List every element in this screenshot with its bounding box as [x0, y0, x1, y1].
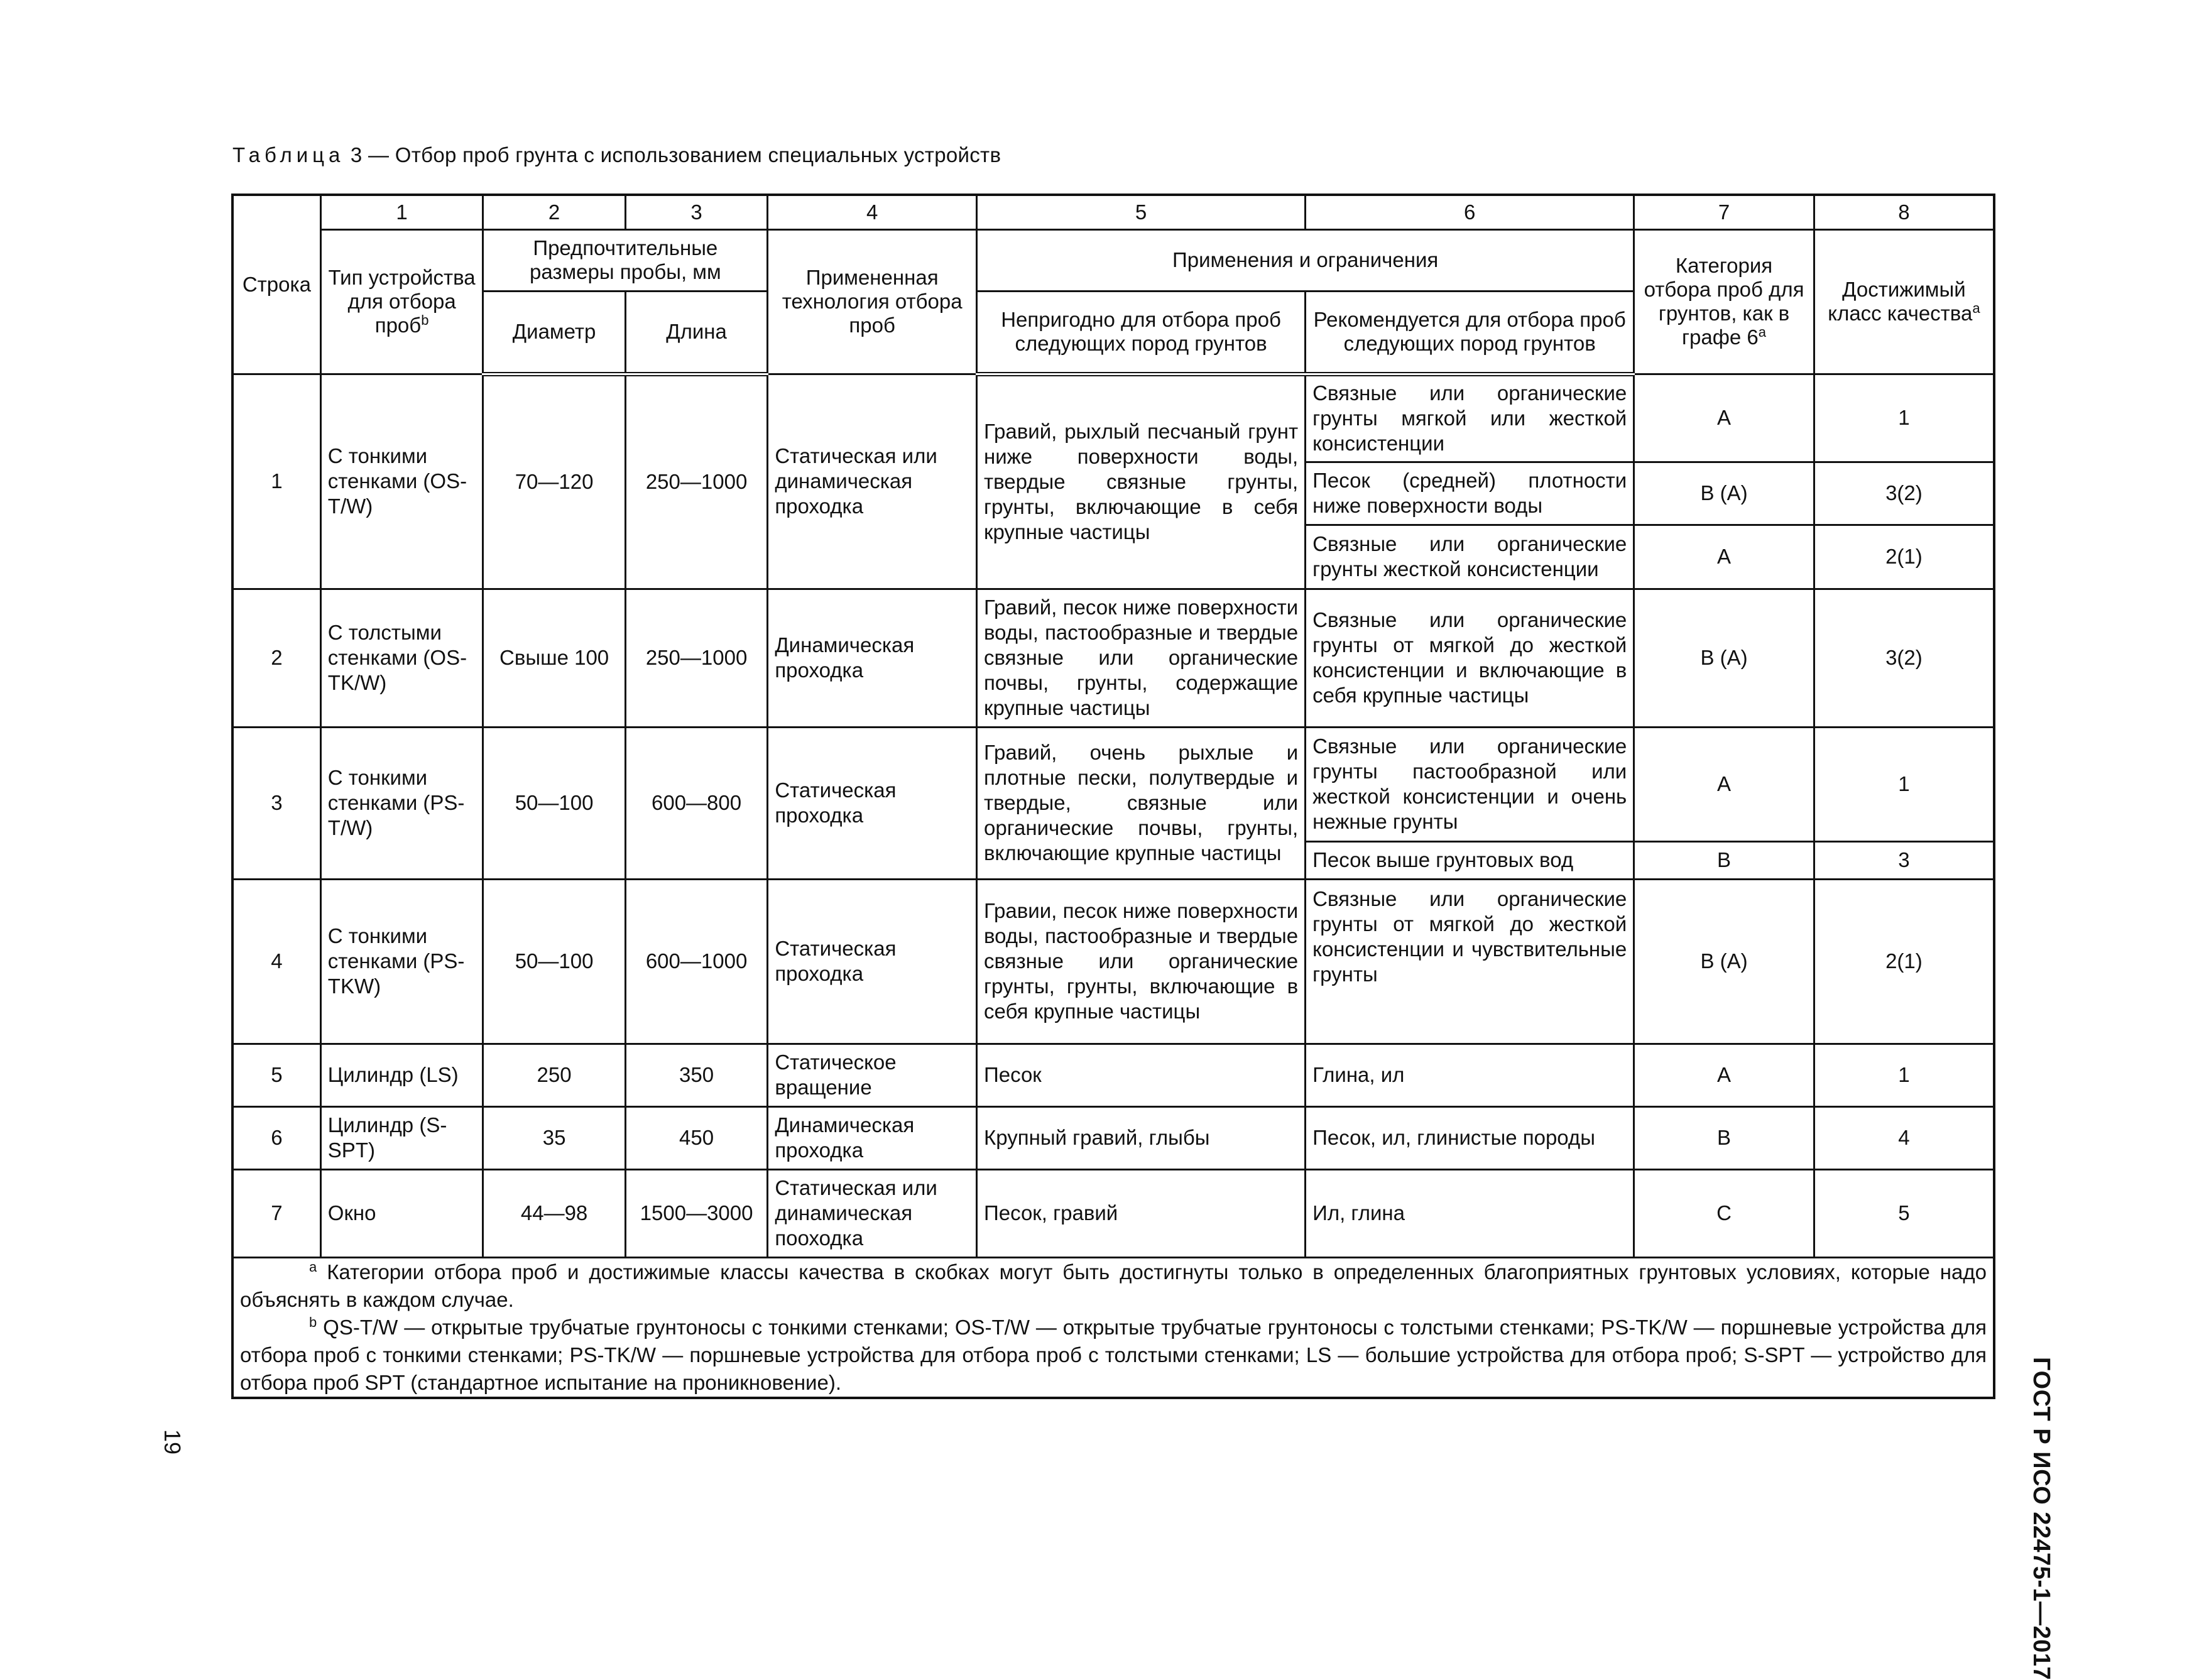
col-number: 6	[1306, 195, 1634, 229]
header-recommended: Рекомендуется для отбора проб следующих пород грунтов	[1306, 291, 1634, 374]
device-cell: Цилиндр (LS)	[320, 1044, 483, 1106]
header-category: Категория отбора проб для грунтов, как в графе 6$^a$	[1634, 229, 1814, 374]
diameter-cell: Свыше 100	[483, 589, 625, 727]
unsuitable-cell: Песок	[977, 1044, 1306, 1106]
row-number: 6	[232, 1106, 320, 1169]
column-number-row	[232, 195, 1994, 229]
col-number: 1	[320, 195, 483, 229]
caption-text: 3 — Отбор проб грунта с использованием специальных устройств	[350, 143, 1001, 166]
col-number: 8	[1814, 195, 1994, 229]
device-cell: Цилиндр (S-SPT)	[320, 1106, 483, 1169]
device-cell: Окно	[320, 1169, 483, 1257]
device-cell: С тонкими стенками (PS-TKW)	[320, 879, 483, 1044]
quality-cell: 1	[1814, 1044, 1994, 1106]
recommended-cell: Связные или органические грунты от мягкой до жесткой консистенции и чувствительные грунты	[1306, 879, 1634, 1044]
recommended-cell: Ил, глина	[1306, 1169, 1634, 1257]
table-row	[232, 589, 1994, 727]
table-row	[232, 1169, 1994, 1257]
col-number: 3	[625, 195, 767, 229]
quality-cell: 3	[1814, 841, 1994, 879]
category-cell: C	[1634, 1169, 1814, 1257]
quality-cell: 2(1)	[1814, 879, 1994, 1044]
sampling-table	[231, 194, 1995, 1399]
length-cell: 1500—3000	[625, 1169, 767, 1257]
category-cell: B (A)	[1634, 879, 1814, 1044]
row-number: 4	[232, 879, 320, 1044]
length-cell: 250—1000	[625, 589, 767, 727]
recommended-cell: Песок, ил, глинистые породы	[1306, 1106, 1634, 1169]
length-cell: 350	[625, 1044, 767, 1106]
row-number: 3	[232, 727, 320, 879]
technology-cell: Статическая проходка	[768, 879, 977, 1044]
caption-label: Таблица	[232, 143, 345, 166]
recommended-cell: Связные или органические грунты пастообразной или жесткой консистенции и очень нежные грунты	[1306, 727, 1634, 841]
document-standard-title: ГОСТ Р ИСО 22475-1—2017	[2028, 1357, 2054, 1680]
diameter-cell: 44—98	[483, 1169, 625, 1257]
recommended-cell: Связные или органические грунты от мягкой до жесткой консистенции и включающие в себя крупные частицы	[1306, 589, 1634, 727]
header-length: Длина	[625, 291, 767, 374]
category-cell: A	[1634, 525, 1814, 589]
table-row	[232, 1106, 1994, 1169]
footnote-a: $^a$ Категории отбора проб и достижимые классы качества в скобках могут быть достигнуты только в определенных благоприятных грунтовых условиях, которые надо объяснять в каждом случае.	[240, 1258, 1987, 1311]
diameter-cell: 35	[483, 1106, 625, 1169]
row-number: 1	[232, 374, 320, 589]
recommended-cell: Песок выше грунтовых вод	[1306, 841, 1634, 879]
header-quality: Достижимый класс качества$^a$	[1814, 229, 1994, 374]
technology-cell: Динамическая проходка	[768, 1106, 977, 1169]
col-number: 7	[1634, 195, 1814, 229]
quality-cell: 3(2)	[1814, 462, 1994, 525]
diameter-cell: 70—120	[483, 374, 625, 589]
row-number: 7	[232, 1169, 320, 1257]
length-cell: 600—800	[625, 727, 767, 879]
device-cell: С тонкими стенками (OS-T/W)	[320, 374, 483, 589]
col-number: 5	[977, 195, 1306, 229]
table-caption	[232, 143, 1001, 167]
category-cell: B (A)	[1634, 462, 1814, 525]
col-number: 2	[483, 195, 625, 229]
recommended-cell: Глина, ил	[1306, 1044, 1634, 1106]
category-cell: A	[1634, 727, 1814, 841]
length-cell: 600—1000	[625, 879, 767, 1044]
unsuitable-cell: Гравий, песок ниже поверхности воды, пастообразные и твердые связные или органические почвы, грунты, содержащие крупные частицы	[977, 589, 1306, 727]
technology-cell: Статическая или динамическая проходка	[768, 374, 977, 589]
quality-cell: 5	[1814, 1169, 1994, 1257]
category-cell: B	[1634, 841, 1814, 879]
quality-cell: 4	[1814, 1106, 1994, 1169]
row-number: 5	[232, 1044, 320, 1106]
unsuitable-cell: Гравий, рыхлый песчаный грунт ниже поверхности воды, твердые связные грунты, грунты, включающие в себя крупные частицы	[977, 374, 1306, 589]
table-row	[232, 727, 1994, 841]
unsuitable-cell: Крупный гравий, глыбы	[977, 1106, 1306, 1169]
length-cell: 250—1000	[625, 374, 767, 589]
row-number: 2	[232, 589, 320, 727]
quality-cell: 1	[1814, 374, 1994, 462]
device-cell: С толстыми стенками (OS-TK/W)	[320, 589, 483, 727]
technology-cell: Статическая или динамическая пооходка	[768, 1169, 977, 1257]
category-cell: A	[1634, 374, 1814, 462]
technology-cell: Динамическая проходка	[768, 589, 977, 727]
unsuitable-cell: Песок, гравий	[977, 1169, 1306, 1257]
device-cell: С тонкими стенками (PS-T/W)	[320, 727, 483, 879]
table-notes-row	[232, 1257, 1994, 1398]
quality-cell: 3(2)	[1814, 589, 1994, 727]
header-unsuitable: Непригодно для отбора проб следующих пород грунтов	[977, 291, 1306, 374]
diameter-cell: 50—100	[483, 879, 625, 1044]
recommended-cell: Связные или органические грунты жесткой консистенции	[1306, 525, 1634, 589]
footnote-b: $^b$ QS-T/W — открытые трубчатые грунтоносы с тонкими стенками; OS-T/W — открытые трубчатые грунтоносы с толстыми стенками; PS-TK/W — поршневые устройства для отбора проб с тонкими стенками; PS-TK/W — поршневые устройства для отбора проб с толстыми стенками; LS — большие устройства для отбора проб; S-SPT — устройство для отбора проб SPT (стандартное испытание на проникновение).	[240, 1314, 1987, 1394]
header-technology: Примененная технология отбора проб	[768, 229, 977, 374]
header-row-label: Строка	[232, 195, 320, 374]
table-row	[232, 1044, 1994, 1106]
col-number: 4	[768, 195, 977, 229]
header-applications: Применения и ограничения	[977, 229, 1634, 291]
category-cell: B	[1634, 1106, 1814, 1169]
quality-cell: 2(1)	[1814, 525, 1994, 589]
header-sizes-group: Предпочтительные размеры пробы, мм	[483, 229, 768, 291]
category-cell: B (A)	[1634, 589, 1814, 727]
technology-cell: Статическое вращение	[768, 1044, 977, 1106]
table-notes	[232, 1257, 1994, 1398]
recommended-cell: Песок (средней) плотности ниже поверхности воды	[1306, 462, 1634, 525]
unsuitable-cell: Гравий, очень рыхлые и плотные пески, полутвердые и твердые, связные или органические почвы, грунты, включающие крупные частицы	[977, 727, 1306, 879]
quality-cell: 1	[1814, 727, 1994, 841]
diameter-cell: 250	[483, 1044, 625, 1106]
table-row	[232, 374, 1994, 462]
category-cell: A	[1634, 1044, 1814, 1106]
table-row	[232, 879, 1994, 1044]
diameter-cell: 50—100	[483, 727, 625, 879]
page-number: 19	[160, 1429, 185, 1455]
recommended-cell: Связные или органические грунты мягкой или жесткой консистенции	[1306, 374, 1634, 462]
header-row-upper	[232, 229, 1994, 291]
header-diameter: Диаметр	[483, 291, 625, 374]
unsuitable-cell: Гравии, песок ниже поверхности воды, пастообразные и твердые связные или органические грунты, грунты, включающие в себя крупные частицы	[977, 879, 1306, 1044]
header-device-type: Тип устройства для отбора проб$^b$	[320, 229, 483, 374]
length-cell: 450	[625, 1106, 767, 1169]
technology-cell: Статическая проходка	[768, 727, 977, 879]
